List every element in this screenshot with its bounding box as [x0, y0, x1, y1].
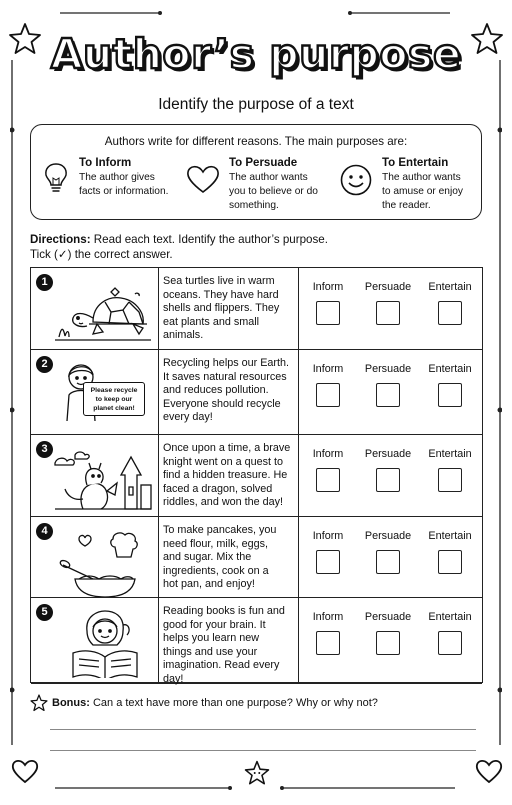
page-title: Author’s purpose [50, 30, 462, 78]
purpose-name: To Inform [79, 157, 132, 169]
checkbox-persuade[interactable] [376, 468, 400, 492]
checkbox-inform[interactable] [316, 631, 340, 655]
table-row [31, 268, 482, 350]
option-label-persuade: Persuade [364, 611, 412, 623]
bonus-text: Can a text have more than one purpose? Why or why not? [92, 697, 378, 709]
purpose-description: The author wants to amuse or enjoy the reader. [382, 172, 463, 211]
option-label-persuade: Persuade [364, 448, 412, 460]
directions: Directions: Read each text. Identify the author’s purpose. Tick (✓) the correct answer. [30, 233, 328, 261]
item-text: Reading books is fun and good for your brain. It helps you learn new things and use your imagination. Read every day! [163, 605, 285, 685]
item-text: Once upon a time, a brave knight went on a quest to find a hidden treasure. He faced a dragon, solved riddles, and won the day! [163, 442, 291, 508]
item-text: To make pancakes, you need flour, milk, eggs, and sugar. Mix the ingredients, cook on a hot pan, and enjoy! [163, 524, 277, 590]
answer-line[interactable] [50, 729, 476, 730]
purpose-description: The author gives facts or information. [79, 172, 169, 197]
option-label-entertain: Entertain [428, 281, 472, 293]
checkbox-persuade[interactable] [376, 631, 400, 655]
item-number: 1 [36, 274, 53, 291]
corner-heart-icon [474, 757, 504, 785]
item-number: 4 [36, 523, 53, 540]
girl-reading-illustration [53, 602, 153, 678]
table-row [31, 350, 482, 435]
heart-icon [185, 163, 221, 195]
table-row [31, 435, 482, 517]
item-number: 3 [36, 441, 53, 458]
corner-heart-icon [10, 757, 40, 785]
option-label-inform: Inform [312, 363, 344, 375]
bonus-label: Bonus: [52, 697, 90, 709]
item-number: 5 [36, 604, 53, 621]
option-label-entertain: Entertain [428, 530, 472, 542]
option-label-inform: Inform [312, 611, 344, 623]
checkbox-inform[interactable] [316, 383, 340, 407]
turtle-illustration [53, 282, 153, 344]
dragon-castle-illustration [53, 449, 153, 511]
option-label-entertain: Entertain [428, 611, 472, 623]
item-number: 2 [36, 356, 53, 373]
checkbox-entertain[interactable] [438, 301, 462, 325]
checkbox-persuade[interactable] [376, 550, 400, 574]
checkbox-inform[interactable] [316, 550, 340, 574]
option-label-persuade: Persuade [364, 363, 412, 375]
purpose-description: The author wants you to believe or do something. [229, 172, 318, 211]
checkbox-entertain[interactable] [438, 631, 462, 655]
table-row [31, 517, 482, 598]
recycle-sign: Please recycle to keep our planet clean! [83, 382, 145, 416]
checkbox-entertain[interactable] [438, 468, 462, 492]
column-divider [158, 268, 159, 682]
item-text: Recycling helps our Earth. It saves natural resources and reduces pollution. Everyone should recycle every day! [163, 357, 290, 423]
bonus-question [52, 697, 512, 709]
checkbox-entertain[interactable] [438, 383, 462, 407]
answer-line[interactable] [50, 750, 476, 751]
option-label-inform: Inform [312, 448, 344, 460]
checkbox-inform[interactable] [316, 301, 340, 325]
purpose-table [30, 267, 483, 683]
purposes-info-box [30, 124, 482, 220]
page-subtitle: Identify the purpose of a text [158, 96, 354, 113]
checkbox-inform[interactable] [316, 468, 340, 492]
checkbox-entertain[interactable] [438, 550, 462, 574]
option-label-entertain: Entertain [428, 363, 472, 375]
lightbulb-icon [43, 161, 69, 195]
purpose-name: To Persuade [229, 157, 298, 169]
option-label-inform: Inform [312, 530, 344, 542]
option-label-inform: Inform [312, 281, 344, 293]
table-row [31, 598, 482, 684]
column-divider [298, 268, 299, 682]
option-label-entertain: Entertain [428, 448, 472, 460]
bonus-star-icon [30, 694, 48, 712]
info-intro: Authors write for different reasons. The main purposes are: [104, 135, 408, 148]
option-label-persuade: Persuade [364, 281, 412, 293]
checkbox-persuade[interactable] [376, 383, 400, 407]
bottom-star-icon [244, 760, 270, 786]
directions-label: Directions: [30, 233, 91, 246]
mixing-bowl-illustration [53, 523, 153, 597]
smiley-icon [339, 163, 373, 197]
option-label-persuade: Persuade [364, 530, 412, 542]
purpose-name: To Entertain [382, 157, 449, 169]
item-text: Sea turtles live in warm oceans. They have hard shells and flippers. They eat plants and small animals. [163, 275, 280, 341]
checkbox-persuade[interactable] [376, 301, 400, 325]
